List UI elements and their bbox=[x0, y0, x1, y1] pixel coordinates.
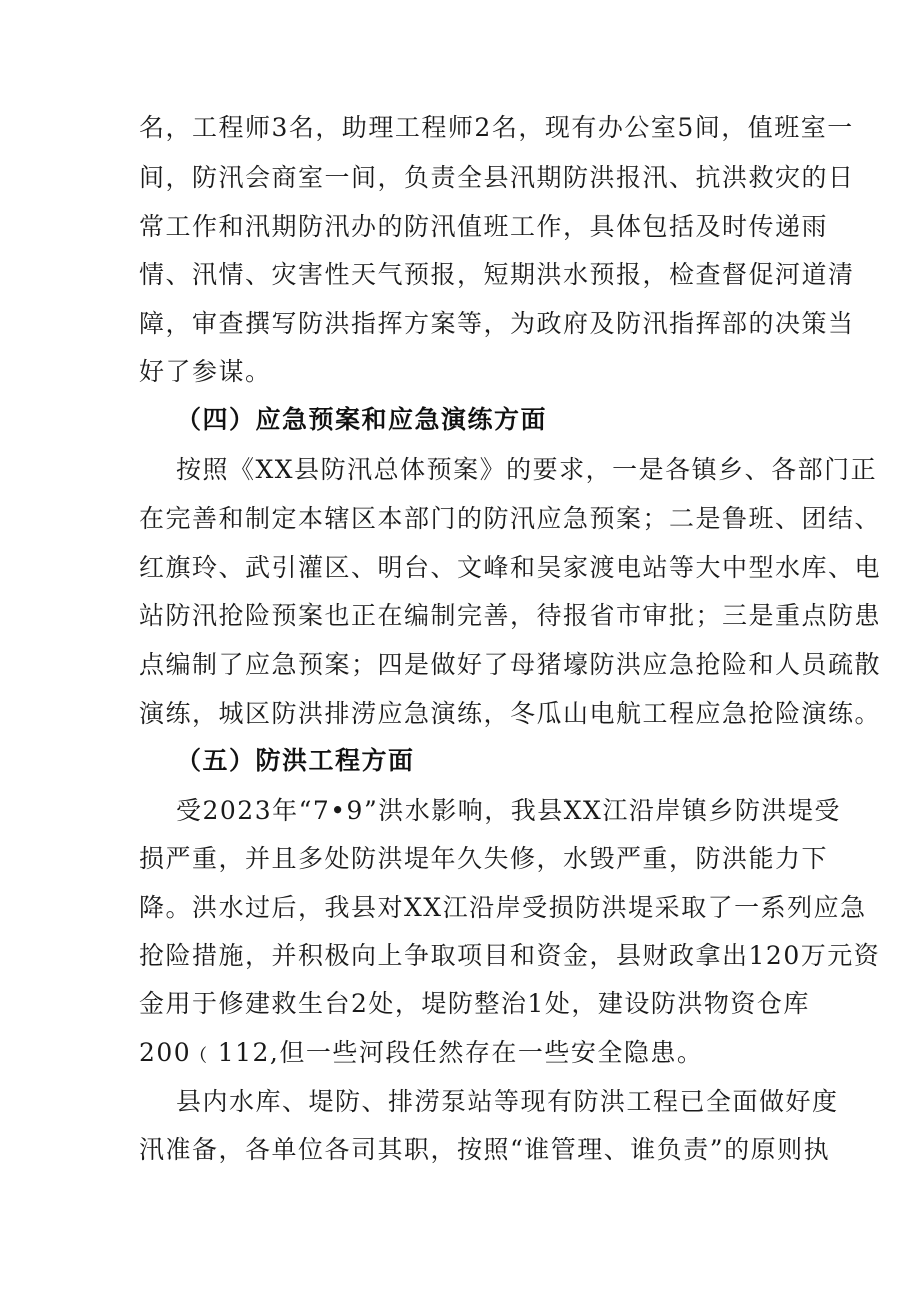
paragraph-line: 演练，城区防洪排涝应急演练，冬瓜山电航工程应急抢险演练。 bbox=[139, 699, 882, 728]
paragraph-line: 抢险措施，并积极向上争取项目和资金，县财政拿出120万元资 bbox=[139, 941, 881, 970]
paragraph-line: 红旗玲、武引灌区、明台、文峰和吴家渡电站等大中型水库、电 bbox=[139, 553, 882, 582]
paragraph-line: 在完善和制定本辖区本部门的防汛应急预案；二是鲁班、团结、 bbox=[139, 504, 882, 533]
paragraph-line: 金用于修建救生台2处，堤防整治1处，建设防洪物资仓库 bbox=[139, 989, 810, 1018]
paragraph-line: 受2023年“7•9”洪水影响，我县XX江沿岸镇乡防洪堤受 bbox=[176, 796, 841, 825]
paragraph-line: 障，审查撰写防洪指挥方案等，为政府及防汛指挥部的决策当 bbox=[139, 309, 855, 338]
section-heading-five: （五）防洪工程方面 bbox=[176, 746, 415, 775]
paragraph-line: 损严重，并且多处防洪堤年久失修，水毁严重，防洪能力下 bbox=[139, 844, 829, 873]
paragraph-line: 点编制了应急预案；四是做好了母猪壕防洪应急抢险和人员疏散 bbox=[139, 650, 882, 679]
paragraph-line: 200﹙112,但一些河段任然存在一些安全隐患。 bbox=[139, 1038, 704, 1067]
paragraph-line: 间，防汛会商室一间，负责全县汛期防洪报汛、抗洪救灾的日 bbox=[139, 163, 855, 192]
paragraph-line: 情、汛情、灾害性天气预报，短期洪水预报，检查督促河道清 bbox=[139, 260, 855, 289]
paragraph-line: 汛准备，各单位各司其职，按照“谁管理、谁负责”的原则执 bbox=[139, 1135, 831, 1164]
paragraph-line: 按照《XX县防汛总体预案》的要求，一是各镇乡、各部门正 bbox=[176, 455, 878, 484]
paragraph-line: 名，工程师3名，助理工程师2名，现有办公室5间，值班室一 bbox=[139, 113, 854, 142]
section-heading-four: （四）应急预案和应急演练方面 bbox=[176, 405, 548, 434]
paragraph-line: 常工作和汛期防汛办的防汛值班工作，具体包括及时传递雨 bbox=[139, 212, 829, 241]
paragraph-line: 降。洪水过后，我县对XX江沿岸受损防洪堤采取了一系列应急 bbox=[139, 893, 867, 922]
paragraph-line: 好了参谋。 bbox=[139, 357, 272, 386]
paragraph-line: 站防汛抢险预案也正在编制完善，待报省市审批；三是重点防患 bbox=[139, 601, 882, 630]
paragraph-line: 县内水库、堤防、排涝泵站等现有防洪工程已全面做好度 bbox=[176, 1087, 839, 1116]
